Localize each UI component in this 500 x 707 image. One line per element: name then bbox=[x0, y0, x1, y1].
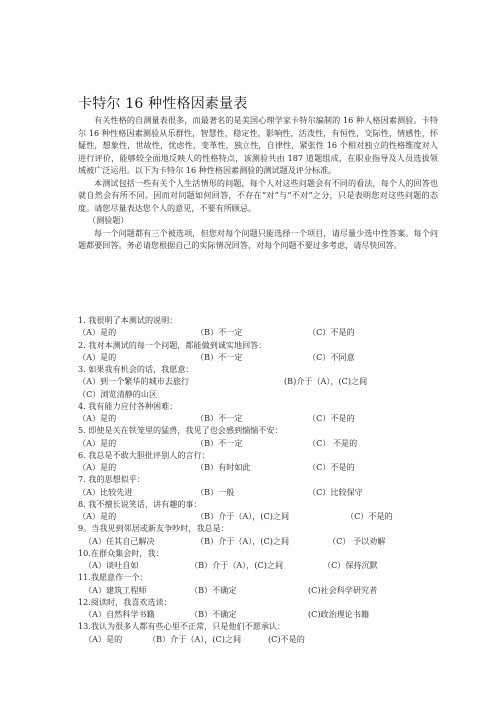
option-row bbox=[78, 608, 438, 620]
answer-option: （B）不一定 bbox=[196, 327, 243, 338]
answer-option: （B）介于（A），(C)之间 bbox=[190, 560, 284, 570]
question-item bbox=[78, 400, 438, 425]
answer-option: （A）是的 bbox=[78, 511, 117, 521]
question-list bbox=[78, 314, 438, 645]
question-item bbox=[78, 620, 438, 645]
answer-option: （B）介于（A），(C)之间 bbox=[196, 535, 290, 546]
answer-option: （A）是的 bbox=[78, 437, 117, 448]
question-item bbox=[78, 498, 438, 523]
question-text: 9。当我见到邻居或新友争吵时，我总是： bbox=[78, 523, 229, 534]
answer-option: （B）介于（A），(C)之间 bbox=[148, 633, 242, 644]
question-text: 2. 我对本测试的每一个问题，都能做到诚实地回答： bbox=[78, 339, 267, 350]
answer-option: （B）有时如此 bbox=[196, 462, 251, 472]
answer-option: (C)政治理论书籍 bbox=[308, 609, 370, 619]
page-title: 卡特尔 16 种性格因素量表 bbox=[78, 96, 248, 112]
question-item bbox=[78, 314, 438, 339]
question-item bbox=[78, 547, 438, 572]
answer-option: （B）不确定 bbox=[190, 584, 237, 595]
option-row bbox=[78, 388, 438, 400]
answer-option: （C）不是的 bbox=[308, 413, 355, 423]
answer-option: （B）不一定 bbox=[196, 351, 243, 362]
question-item bbox=[78, 473, 438, 498]
answer-option: （A）是的 bbox=[78, 327, 117, 338]
question-item bbox=[78, 571, 438, 596]
answer-option: （A）谈吐自如 bbox=[84, 560, 139, 570]
option-row bbox=[78, 535, 438, 547]
question-item bbox=[78, 424, 438, 449]
option-row bbox=[78, 633, 438, 645]
answer-option: （C）不是的 bbox=[308, 462, 355, 472]
question-item bbox=[78, 449, 438, 474]
intro-paragraph: 有关性格的自测量表很多，而最著名的是美国心理学家卡特尔编制的 16 种人格因素测验。卡特尔 16 种性格因素测验从乐群性，智慧性，稳定性，影响性，活泼性，有恒性，交际性，情感性，怀疑性，想象性，世故性，忧虑性，变革性，独立性，自律性，紧张性 16 个相对独立的性格维度对人进行评价，能够较全面地反映人的性格特点，该测验共由 187 道题组成，在职业指导及人员选拔领域被广泛运用。以下为卡特尔 16 种性格因素测验的测试题及评分标准。 bbox=[78, 115, 438, 175]
answer-option: （A）任其自己解决 bbox=[84, 535, 155, 546]
intro-section bbox=[78, 114, 438, 252]
question-text: 3. 如果我有机会的话，我愿意： bbox=[78, 364, 194, 374]
answer-option: （C） 予以劝解 bbox=[328, 535, 386, 546]
question-item bbox=[78, 339, 438, 364]
question-text: 8. 我不擅长说笑话，讲有趣的事： bbox=[78, 498, 202, 509]
answer-option: （B）介于（A），(C)之间 bbox=[196, 511, 290, 521]
intro-paragraph: 本测试包括一些有关个人生活情形的问题，每个人对这些问题会有不同的看法，每个人的回答也就自然会有所不同。因而对问题如何回答，不存在“对”与“不对”之分，只是表明您对这些问题的态度。请您尽量表达您个人的意见，不要有所顾忌。 bbox=[78, 177, 438, 213]
option-row bbox=[78, 584, 438, 596]
answer-option: （B）一般 bbox=[196, 486, 235, 497]
answer-option: （C）比较保守 bbox=[308, 486, 363, 497]
section-label: （测验题） bbox=[88, 215, 129, 225]
answer-option: （C）保持沉默 bbox=[323, 560, 378, 570]
answer-option: （A）是的 bbox=[78, 462, 117, 472]
answer-option: (B)介于（A），(C)之间 bbox=[284, 376, 368, 387]
option-row bbox=[78, 510, 438, 522]
answer-option: （B）不一定 bbox=[196, 413, 243, 423]
question-text: 13.我认为很多人都有些心里不正常，只是他们不愿承认： bbox=[78, 621, 286, 632]
option-row bbox=[78, 326, 438, 338]
question-item bbox=[78, 522, 438, 547]
question-text: 10.在群众集会时，我： bbox=[78, 547, 164, 558]
answer-option: （A）比较先进 bbox=[78, 486, 133, 497]
answer-option: （B）不一定 bbox=[196, 437, 243, 448]
question-text: 1. 我很明了本测试的说明： bbox=[78, 315, 178, 325]
question-text: 11.我愿意作一个： bbox=[78, 572, 148, 583]
answer-option: （C）不是的 bbox=[308, 327, 355, 338]
option-row bbox=[78, 559, 438, 571]
option-row bbox=[78, 375, 438, 387]
question-text: 6. 我总是不敢大胆批评别人的言行： bbox=[78, 449, 210, 460]
answer-option: （A）建筑工程师 bbox=[84, 584, 147, 595]
answer-option: （B）不确定 bbox=[190, 609, 237, 619]
question-item bbox=[78, 596, 438, 621]
option-row bbox=[78, 351, 438, 363]
answer-option: （C）不是的 bbox=[346, 511, 393, 521]
answer-option: （A）自然科学书籍 bbox=[84, 609, 155, 619]
question-text: 12.阅读时，我喜欢选读： bbox=[78, 596, 172, 607]
option-row bbox=[78, 486, 438, 498]
answer-option: （A）是的 bbox=[78, 351, 117, 362]
instructions-paragraph: 每一个问题都有三个被选项，但您对每个问题只能选择一个项目，请尽量少选中性答案。每个问题都要回答。务必请您根据自己的实际情况回答，对每个问题不要过多考虑，请尽快回答。 bbox=[78, 227, 438, 250]
question-text: 7. 我的思想似乎： bbox=[78, 474, 145, 485]
answer-option: （C）浏览清静的山区 bbox=[78, 388, 158, 399]
option-row bbox=[78, 461, 438, 473]
answer-option: (C)社会科学研究者 bbox=[308, 584, 378, 595]
question-text: 5. 即使是关在铁笼里的猛兽，我见了也会感到惴惴不安： bbox=[78, 425, 283, 436]
answer-option: （A）到一个繁华的城市去旅行 bbox=[78, 376, 190, 387]
question-item bbox=[78, 363, 438, 400]
answer-option: （C）不同意 bbox=[308, 351, 355, 362]
question-text: 4. 我有能力应付各种困难： bbox=[78, 400, 178, 411]
answer-option: （C） 不是的 bbox=[308, 437, 358, 448]
answer-option: (C)不是的 bbox=[268, 633, 305, 644]
answer-option: （A）是的 bbox=[78, 413, 117, 423]
option-row bbox=[78, 412, 438, 424]
answer-option: （A）是的 bbox=[84, 633, 123, 644]
option-row bbox=[78, 437, 438, 449]
